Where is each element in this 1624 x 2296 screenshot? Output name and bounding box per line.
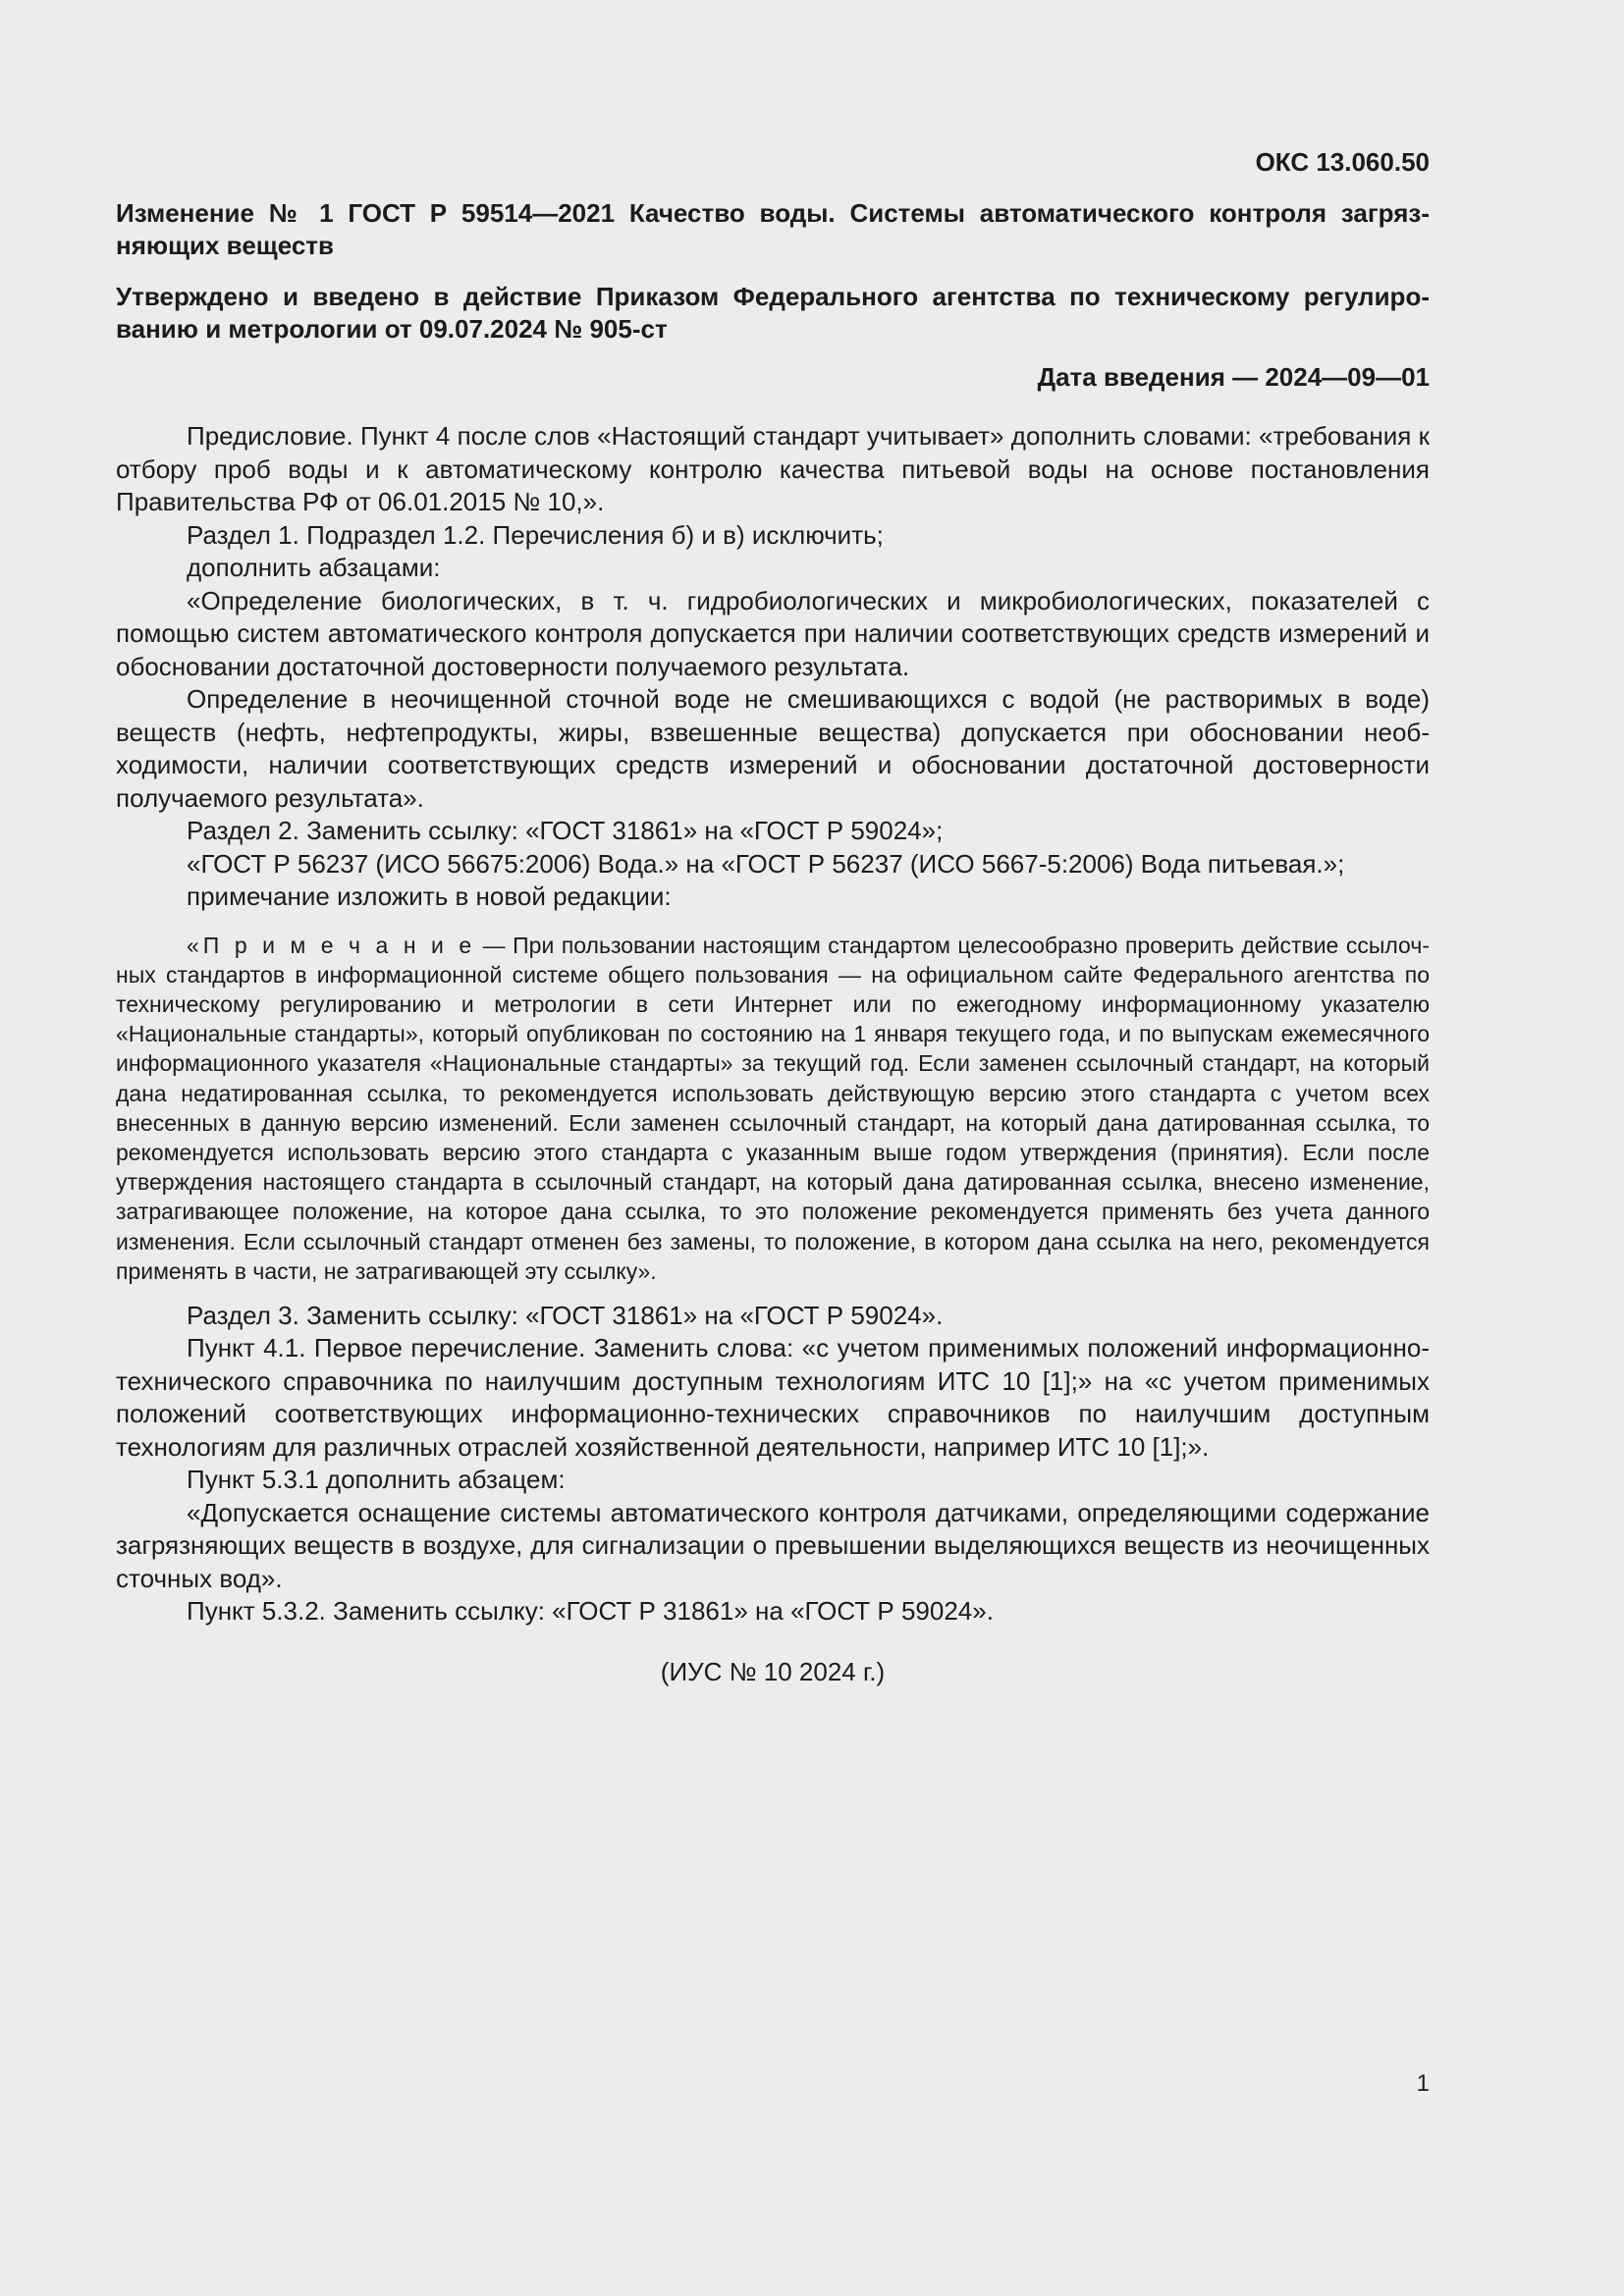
paragraph: Раздел 3. Заменить ссылку: «ГОСТ 31861» на «ГОСТ Р 59024». xyxy=(187,1300,944,1330)
note-prefix: «П р и м е ч а н и е xyxy=(187,932,476,958)
amendment-body-top xyxy=(116,420,1430,914)
paragraph: Раздел 1. Подраздел 1.2. Перечисления б) и в) исключить; xyxy=(187,519,884,550)
page-number: 1 xyxy=(1416,2070,1430,2097)
paragraph: Предисловие. Пункт 4 после слов «Настоящий стандарт учитывает» дополнить словами: «требования к отбору проб воды и к автоматическому контролю качества питьевой воды на основе постановления Правительства РФ от 06.01.2015 № 10,». xyxy=(116,421,1430,516)
amendment-body-bottom xyxy=(116,1300,1430,1629)
paragraph: Пункт 4.1. Первое перечисление. Заменить слова: «с учетом применимых положений информационно-технического справочника по наилучшим доступным технологиям ИТС 10 [1];» на «с учетом применимых положений соответствующих информационно-технических справочников по наилучшим доступным технологиям для различных отраслей хозяйственной деятельности, например ИТС 10 [1];». xyxy=(116,1333,1430,1462)
note-block xyxy=(116,931,1430,1286)
approval-statement: Утверждено и введено в действие Приказом Федерального агентства по техническому регулированию и метрологии от 09.07.2024 № 905-ст xyxy=(116,282,1430,344)
paragraph: Раздел 2. Заменить ссылку: «ГОСТ 31861» на «ГОСТ Р 59024»; xyxy=(187,816,944,845)
document-page xyxy=(116,145,1430,1688)
paragraph: «Допускается оснащение системы автоматического контроля датчиками, определяющими содержание загрязняющих веществ в воздухе, для сигнализации о превышении выделяющихся веществ из неочищенных сточных вод». xyxy=(116,1497,1430,1593)
paragraph: Пункт 5.3.2. Заменить ссылку: «ГОСТ Р 31861» на «ГОСТ Р 59024». xyxy=(187,1596,994,1627)
ius-reference: (ИУС № 10 2024 г.) xyxy=(660,1656,886,1686)
paragraph: дополнить абзацами: xyxy=(187,553,441,582)
note-text: — При пользовании настоящим стандартом целесообразно проверить действие ссылочных стандартов в информационной системе общего пользования — на официальном сайте Федерального агентства по техническому регулированию и метрологии в сети Интернет или по ежегодному информационному указателю «Национальные стандарты», который опубликован по состоянию на 1 января текущего года, и по выпускам ежемесячного информационного указателя «Национальные стандарты» за текущий год. Если заменен ссылочный стандарт, на который дана недатированная ссылка, то рекомендуется использовать действующую версию этого стандарта с учетом всех внесенных в данную версию изменений. Если заменен ссылочный стандарт, на который дана датированная ссылка, то рекомендуется использовать версию этого стандарта с указанным выше годом утверждения (принятия). Если после утверждения настоящего стандарта в ссылочный стандарт, на который дана датированная ссылка, внесено изменение, затрагивающее положение, на которое дана ссылка, то это положение рекомендуется применять без учета данного изменения. Если ссылочный стандарт отменен без замены, то положение, в котором дана ссылка на него, рекомендуется применять в части, не затрагивающей эту ссылку». xyxy=(116,932,1430,1284)
paragraph: «ГОСТ Р 56237 (ИСО 56675:2006) Вода.» на «ГОСТ Р 56237 (ИСО 5667-5:2006) Вода питьевая.»; xyxy=(187,848,1345,879)
paragraph: Пункт 5.3.1 дополнить абзацем: xyxy=(187,1465,566,1495)
effective-date: Дата введения — 2024—09—01 xyxy=(1037,362,1430,392)
paragraph: Определение в неочищенной сточной воде не смешивающихся с водой (не растворимых в воде) веществ (нефть, нефтепродукты, жиры, взвешенные вещества) допускается при обосновании необходимости, наличии соответствующих средств измерений и обосновании достаточной достоверности получаемого результата». xyxy=(116,684,1430,813)
paragraph: примечание изложить в новой редакции: xyxy=(187,881,672,911)
document-title: Изменение № 1 ГОСТ Р 59514—2021 Качество воды. Системы автоматического контроля загрязняющих веществ xyxy=(116,198,1430,260)
classification-code: ОКС 13.060.50 xyxy=(1255,147,1430,177)
paragraph: «Определение биологических, в т. ч. гидробиологических и микробиологических, показателей с помощью систем автоматического контроля допускается при наличии соответствующих средств измерений и обосновании достаточной достоверности получаемого результата. xyxy=(116,585,1430,681)
